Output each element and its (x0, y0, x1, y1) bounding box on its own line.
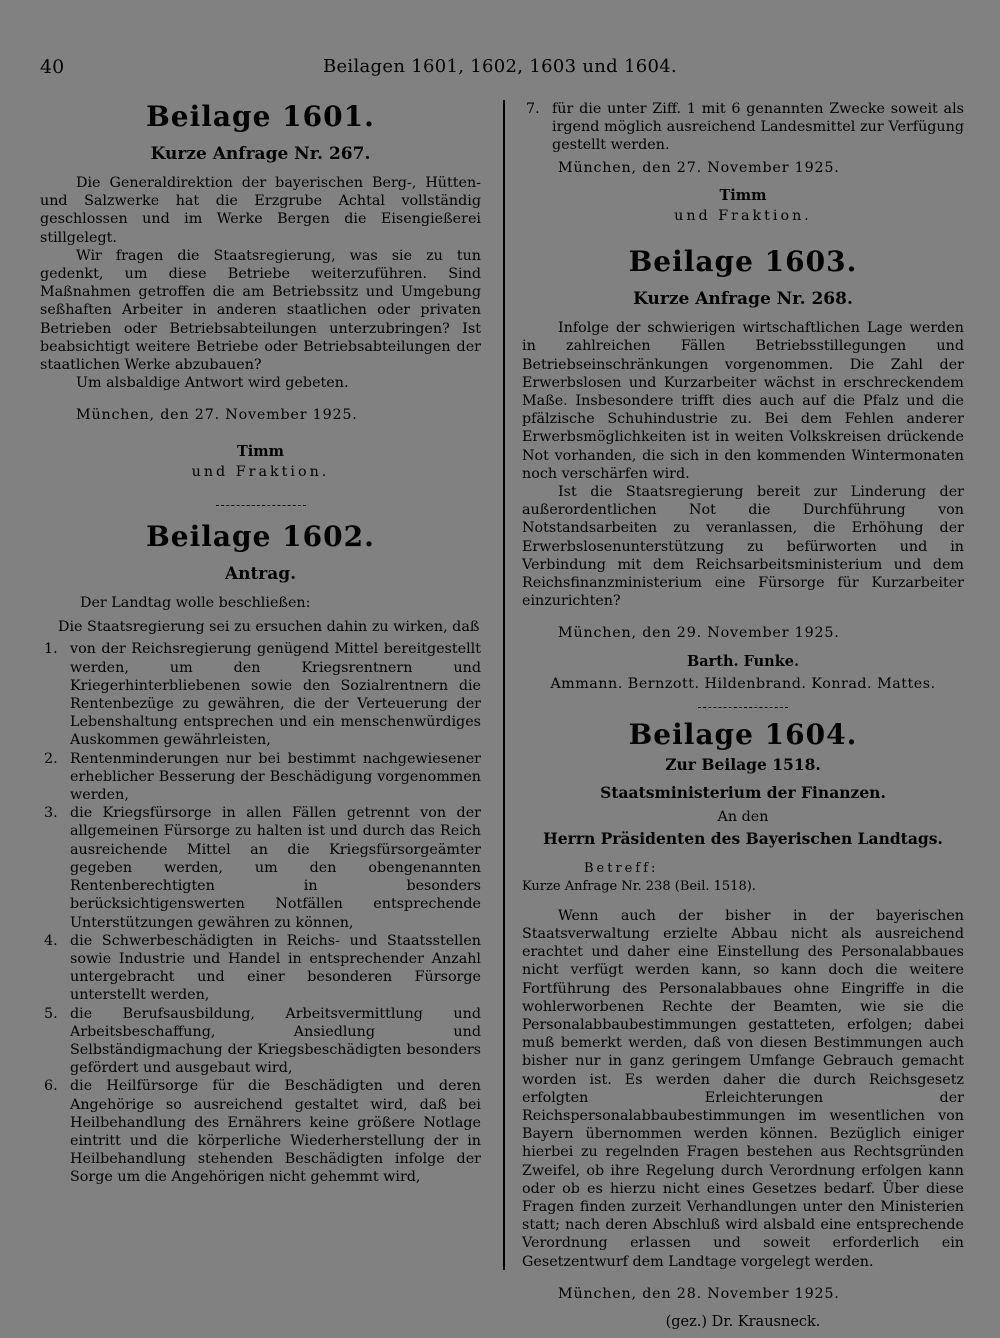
b1602-place-date: München, den 27. November 1925. (558, 159, 840, 176)
b1604-subtitle: Zur Beilage 1518. (665, 755, 821, 775)
item-number: 5. (44, 1005, 58, 1022)
item-number: 2. (44, 750, 58, 767)
b1602-subtitle: Antrag. (224, 564, 297, 585)
b1604-place-date: München, den 28. November 1925. (558, 1285, 840, 1302)
b1604-addressee: Herrn Präsidenten des Bayerischen Landtags. (543, 829, 943, 849)
b1604-betreff-reference: Kurze Anfrage Nr. 238 (Beil. 1518). (522, 879, 756, 895)
b1603-subtitle: Kurze Anfrage Nr. 268. (633, 289, 853, 310)
item-text: von der Reichsregierung genügend Mittel bereitgestellt werden, um den Kriegsrentnern und Kriegerhinterbliebenen sowie den Sozialrentnern die Rentenbezüge zu gewähren, die der Verteuerung der Lebenshaltung entsprechen und ein menschenwürdiges Auskommen gewährleisten, (70, 641, 481, 749)
section-divider (216, 505, 306, 506)
b1604-address-line: An den (717, 809, 769, 826)
page-number: 40 (40, 56, 65, 78)
list-item (40, 804, 481, 931)
left-column (40, 92, 481, 1187)
section-divider (698, 707, 788, 708)
item-text: die Kriegsfürsorge in allen Fällen getrennt von der allgemeinen Fürsorge zu halten ist und durch das Reich ausreichende Mittel an die Kriegsfürsorgeämter gegeben werden, um den obengenannten Rentenberechtigten in besonders berücksichtigenswerten Notfällen entsprechende Unterstützungen gewähren zu können, (70, 805, 481, 931)
column-divider (503, 100, 505, 1270)
b1603-paragraph: Infolge der schwierigen wirtschaftlichen Lage werden in zahlreichen Fällen Betriebsstillegungen und Betriebseinschränkungen vorgenommen. Die Zahl der Erwerbslosen und Kurzarbeiter wächst in erschreckendem Maße. Insbesondere trifft dies auch auf die Pfalz und die pfälzische Schuhindustrie zu. Bei dem Fehlen anderer Erwerbsmöglichkeiten ist in weiten Volkskreisen drückende Not vorhanden, die sich in den kommenden Wintermonaten noch verschärfen wird. (522, 320, 964, 482)
item-number: 4. (44, 932, 58, 949)
b1602-title: Beilage 1602. (146, 520, 375, 554)
b1602-item-list (40, 640, 481, 1186)
b1603-place-date: München, den 29. November 1925. (558, 625, 840, 642)
b1602-intro: Die Staatsregierung sei zu ersuchen dahin zu wirken, daß (58, 619, 480, 636)
running-title: Beilagen 1601, 1602, 1603 und 1604. (322, 56, 678, 77)
list-item (522, 100, 964, 155)
b1601-place-date: München, den 27. November 1925. (76, 407, 358, 424)
b1604-betreff-label: Betreff: (584, 861, 659, 877)
b1601-paragraph: Wir fragen die Staatsregierung, was sie zu tun gedenkt, um diese Betriebe weiterzuführen. Sind Maßnahmen getroffen die am Betriebssitz und Umgebung seßhaften Arbeiter in anderen staatlichen oder privaten Betrieben oder Betriebsabteilungen unterzubringen? Ist beabsichtigt weitere Betriebe oder Betriebsabteilungen der staatlichen Werke abzubauen? (40, 247, 481, 374)
list-item (40, 932, 481, 1005)
b1603-paragraph: Ist die Staatsregierung bereit zur Linderung der außerordentlichen Not die Durchführung von Notstandsarbeiten zu veranlassen, die Erhöhung der Erwerbslosenunterstützung zu befürworten und in Verbindung mit dem Reichsarbeitsministerium und dem Reichsfinanzministerium eine Fürsorge für Kurzarbeiter einzurichten? (522, 484, 964, 610)
b1601-paragraph: Um alsbaldige Antwort wird gebeten. (76, 375, 349, 392)
item-number: 1. (44, 641, 58, 658)
b1601-subtitle: Kurze Anfrage Nr. 267. (150, 144, 371, 164)
b1602-item-list-continued (522, 100, 964, 155)
b1601-title: Beilage 1601. (146, 100, 375, 133)
right-column (522, 100, 964, 1331)
item-text: für die unter Ziff. 1 mit 6 genannten Zwecke soweit als irgend möglich ausreichend Landesmittel zur Verfügung gestellt werden. (552, 101, 964, 154)
item-text: die Heilfürsorge für die Beschädigten und deren Angehörige so ausreichend gestaltet wird, daß bei Heilbehandlung des Ernährers keine größere Notlage eintritt und die körperliche Wiederherstellung der in Heilbehandlung stehenden Beschädigten infolge der Sorge um die Angehörigen nicht gehemmt wird, (70, 1078, 481, 1186)
item-number: 7. (526, 101, 540, 117)
item-text: Rentenminderungen nur bei bestimmt nachgewiesener erheblicher Besserung der Beschädigung vorgenommen werden, (70, 750, 481, 804)
b1602-lead: Der Landtag wolle beschließen: (80, 595, 311, 612)
b1602-signature: Timm (719, 186, 767, 204)
b1601-signature: Timm (237, 442, 284, 460)
item-number: 3. (44, 805, 58, 822)
list-item (40, 750, 481, 805)
b1604-ministry: Staatsministerium der Finanzen. (600, 783, 886, 803)
list-item (40, 1077, 481, 1186)
item-text: die Schwerbeschädigten in Reichs- und Staatsstellen sowie Industrie und Handel in entsprechender Anzahl untergebracht und einer besonderen Fürsorge unterstellt werden, (70, 932, 481, 1004)
b1604-title: Beilage 1604. (628, 718, 858, 752)
b1603-title: Beilage 1603. (628, 245, 858, 279)
item-text: die Berufsausbildung, Arbeitsvermittlung und Arbeitsbeschaffung, Ansiedlung und Selbständigmachung der Kriegsbeschädigten besonders gefördert und ausgebaut wird, (70, 1005, 481, 1077)
b1601-signature-sub: und Fraktion. (191, 463, 330, 480)
b1604-paragraph: Wenn auch der bisher in der bayerischen Staatsverwaltung erzielte Abbau nicht als ausreichend erachtet und daher eine Einstellung des Personalabbaues nicht verfügt werden kann, so kann doch die weitere Fortführung des Personalabbaues ohne Eingriffe in die wohlerworbenen Rechte der Beamten, wie sie die Personalabbaubestimmungen gestatteten, erfolgen; dabei muß bemerkt werden, daß von diesen Bestimmungen auch bisher nur in ganz geringem Umfange Gebrauch gemacht worden ist. Es werden daher die durch Reichsgesetz erfolgten Erleichterungen der Reichspersonalabbaubestimmungen im wesentlichen von Bayern übernommen werden können. Bezüglich einiger hierbei zu regelnden Fragen bestehen aus Rechtsgründen Zweifel, ob ihre Regelung durch Verordnung erfolgen kann oder ob es hierzu nicht eines Gesetzes bedarf. Über diese Fragen finden zurzeit Verhandlungen unter den Ministerien statt; nach deren Abschluß wird alsbald eine entsprechende Verordnung erlassen und soweit erforderlich ein Gesetzentwurf dem Landtage vorgelegt werden. (522, 907, 964, 1270)
b1601-paragraph: Die Generaldirektion der bayerischen Berg-, Hütten- und Salzwerke hat die Erzgrube Achtal vollständig geschlossen und im Werke Bergen die Eisengießerei stillgelegt. (40, 175, 481, 246)
b1602-signature-sub: und Fraktion. (674, 208, 812, 225)
b1604-signature: (gez.) Dr. Krausneck. (665, 1313, 821, 1330)
b1603-names: Ammann. Bernzott. Hildenbrand. Konrad. Mattes. (550, 675, 936, 692)
list-item (40, 1005, 481, 1078)
b1603-signature: Barth. Funke. (686, 652, 800, 670)
item-number: 6. (44, 1078, 58, 1095)
list-item (40, 640, 481, 749)
